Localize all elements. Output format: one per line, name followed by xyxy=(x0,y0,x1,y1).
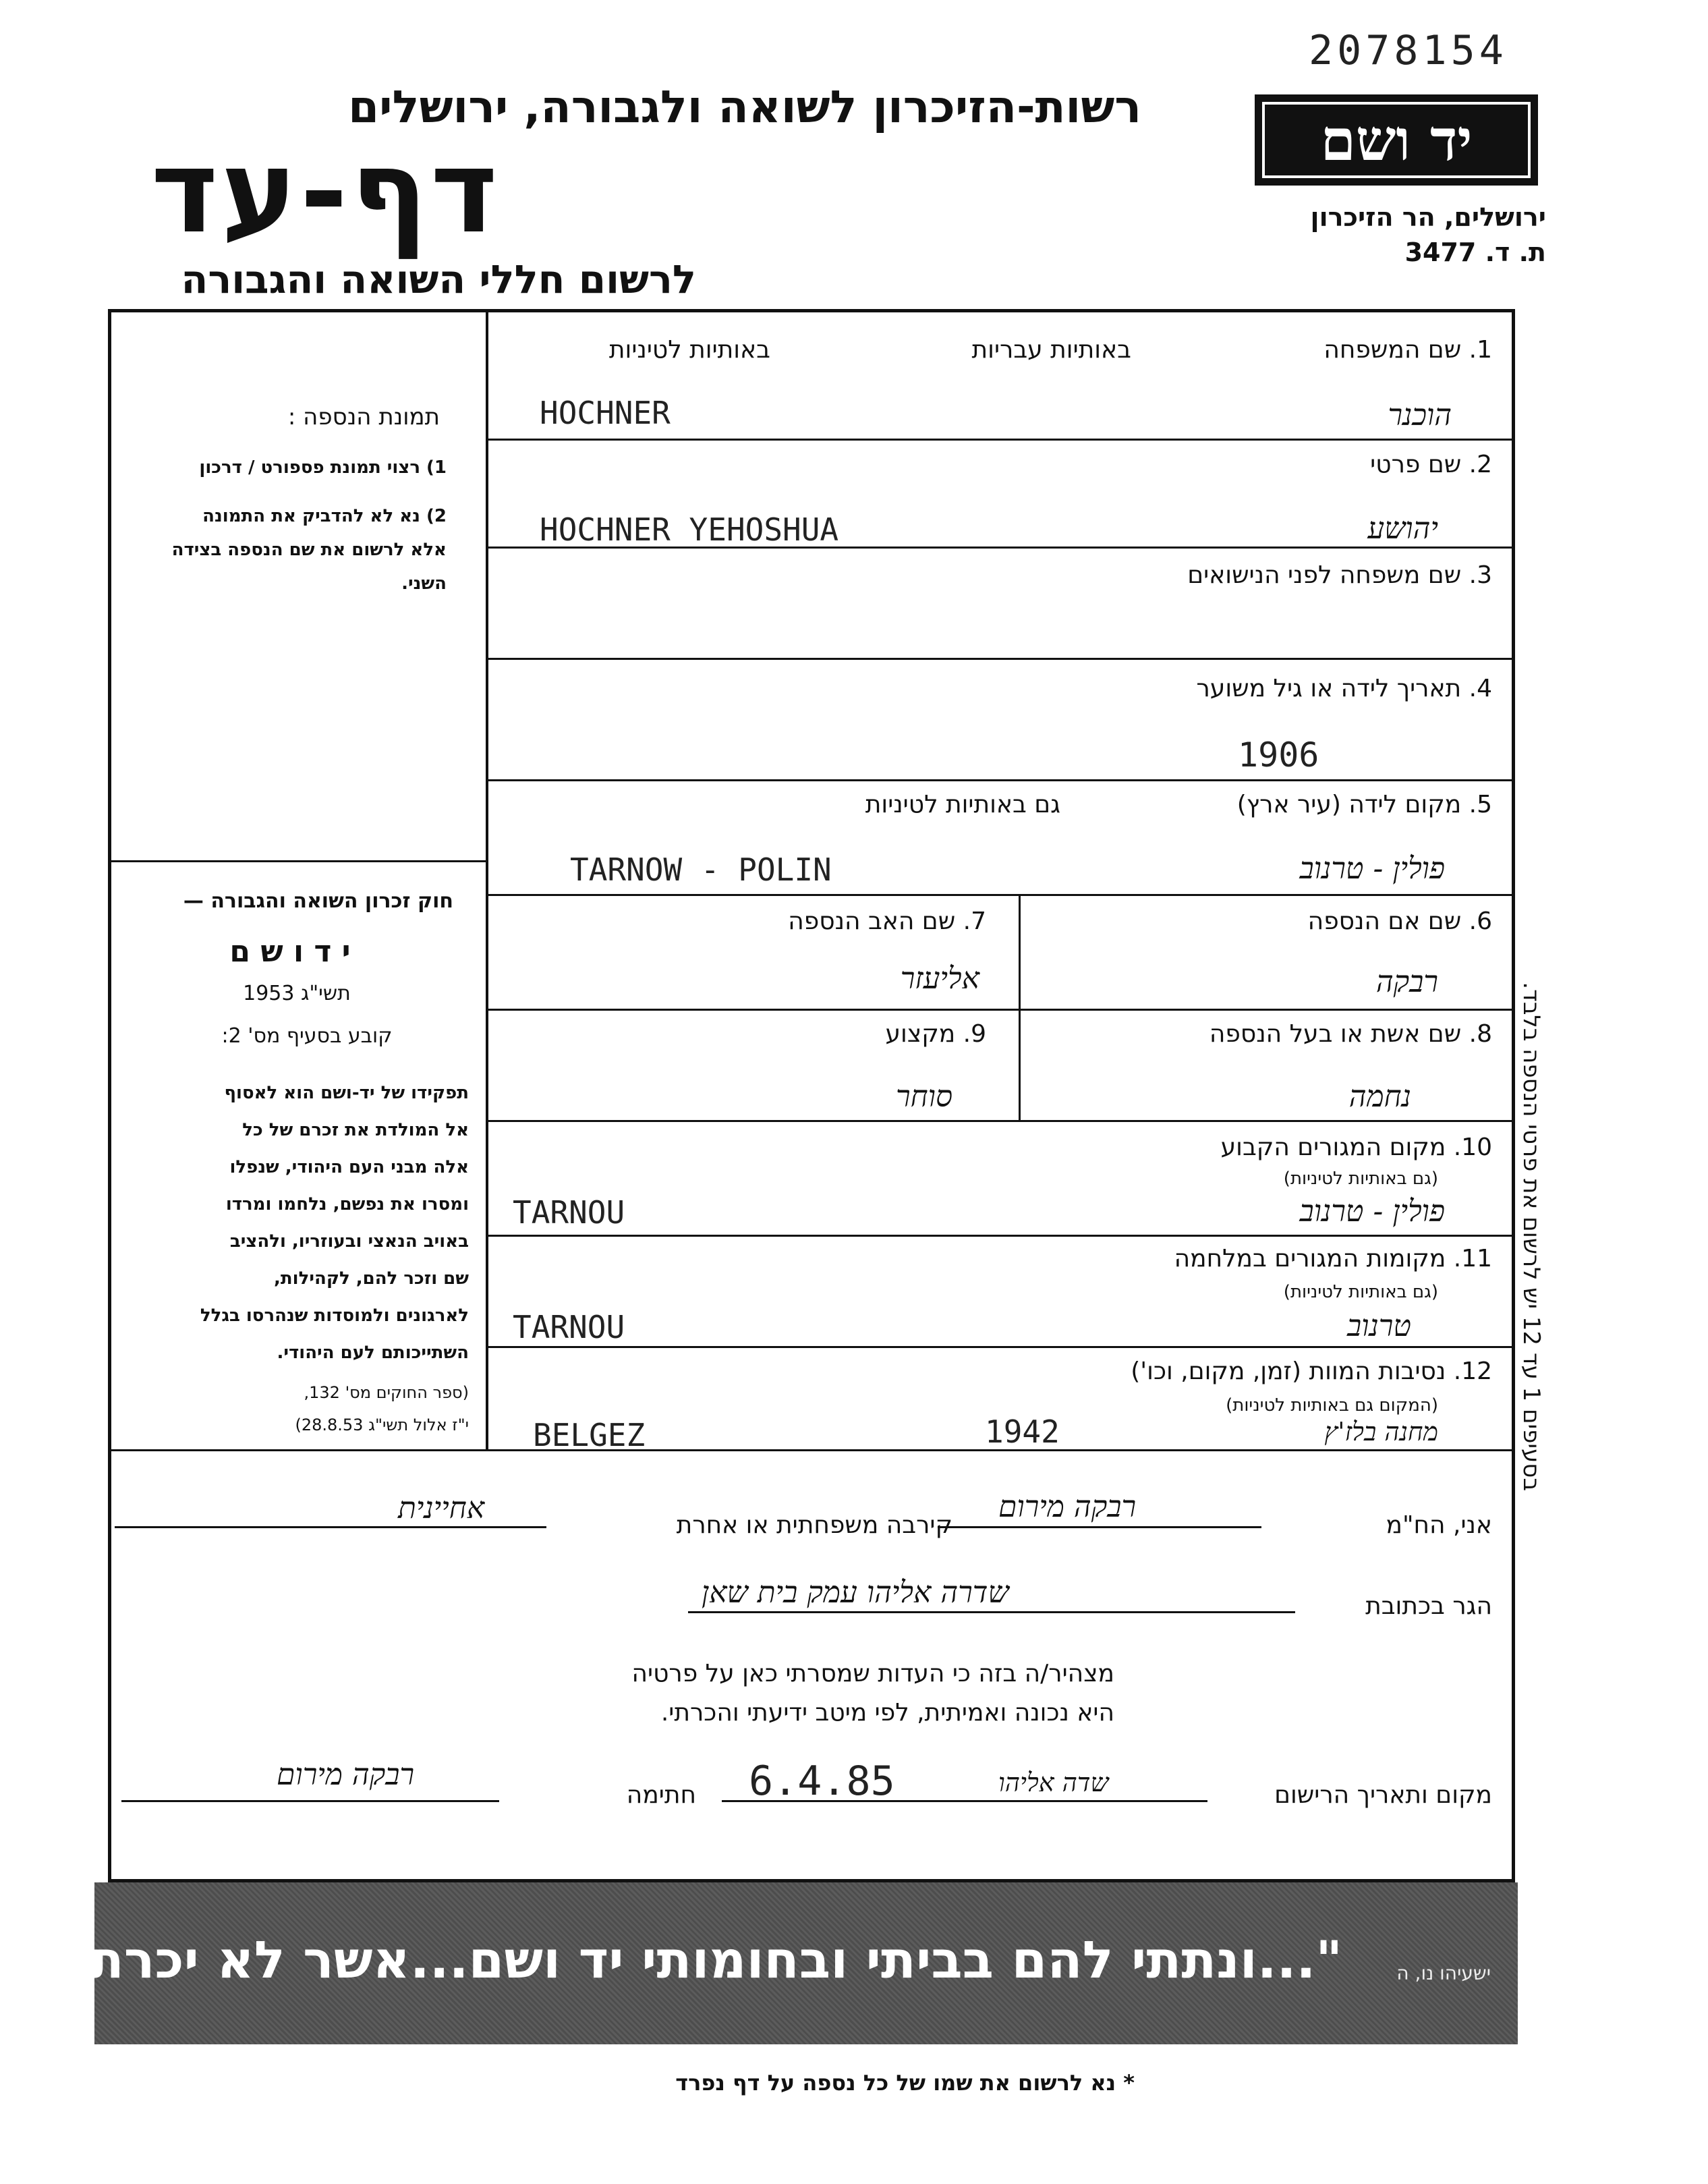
address-label: הגר בכתובת xyxy=(1365,1592,1492,1620)
banner-source: ישעיהו נו, ה xyxy=(1396,1962,1491,1984)
side-note: בסעיפים 1 עד 12 יש לרשום את פרטי הנספה בלבד. xyxy=(1518,982,1545,1491)
law-text-5: באויב הנאצי ובעוזריו, ולהציב xyxy=(229,1231,469,1252)
field-4-value: 1906 xyxy=(1238,735,1319,775)
address-line-1: ירושלים, הר הזיכרון xyxy=(1310,202,1546,232)
field-8-label: 8. שם אשת או בעל הנספה xyxy=(1209,1020,1492,1048)
field-9-label: 9. מקצוע xyxy=(885,1020,986,1048)
field-4-label: 4. תאריך לידה או גיל משוער xyxy=(1196,675,1492,702)
photo-note-2a: 2) נא לא להדביק את התמונה xyxy=(202,506,447,526)
field-11-hebrew-value: טרנוב xyxy=(1347,1309,1411,1343)
field-10-latin-value: TARNOU xyxy=(513,1194,625,1231)
quote-banner xyxy=(62,1882,1518,2044)
footer-note: * נא לרשום את שמו של כל נספה על דף נפרד xyxy=(675,2070,1135,2096)
field-2-label: 2. שם פרטי xyxy=(1370,451,1492,478)
hebrew-letters-header: באותיות עבריות xyxy=(971,336,1131,364)
panel-divider xyxy=(486,309,488,1451)
left-panel-divider xyxy=(108,860,487,862)
law-clause: קובע בסעיף מס' 2: xyxy=(221,1024,393,1048)
law-text-7: לארגונים ולמוסדות שנהרסו בגלל xyxy=(200,1306,469,1326)
photo-note-2b: אלא לרשום את שם הנספה בצידה xyxy=(171,540,447,560)
law-title: חוק זכרון השואה והגבורה — xyxy=(183,889,453,913)
declaration-text-2: היא נכונה ואמיתית, לפי מיטב ידיעתי והכרתי. xyxy=(660,1699,1114,1727)
law-text-8: השתייכותם לעם היהודי. xyxy=(277,1343,469,1363)
field-5-latin-value: TARNOW - POLIN xyxy=(570,851,832,888)
document-number: 2078154 xyxy=(1309,27,1508,74)
field-1-hebrew-value: הוכנר xyxy=(1388,398,1452,432)
law-year: תשי"ג 1953 xyxy=(243,982,351,1005)
po-box: ת. ד. 3477 xyxy=(1404,237,1546,267)
registration-date: 6.4.85 xyxy=(749,1758,895,1805)
field-1-latin-value: HOCHNER xyxy=(540,395,671,431)
photo-title: תמונת הנספה : xyxy=(287,403,440,430)
declaration-text-1: מצהיר/ה בזה כי העדות שמסרתי כאן על פרטיה xyxy=(631,1660,1114,1687)
field-1-label: 1. שם המשפחה xyxy=(1323,336,1492,364)
place-date-label: מקום ותאריך הרישום xyxy=(1274,1781,1492,1809)
field-6-label: 6. שם אם הנספה xyxy=(1307,907,1492,935)
form-subtitle: לרשום חללי השואה והגבורה xyxy=(181,256,696,302)
field-12-year: 1942 xyxy=(985,1413,1060,1450)
relation-value: אחיינית xyxy=(398,1491,485,1525)
law-reference-1: (ספר החוקים מס' 132, xyxy=(304,1383,469,1402)
registration-place: שדה אליהו xyxy=(998,1768,1109,1797)
law-text-2: אל המולדת את זכרם של כל xyxy=(242,1120,469,1140)
authority-name: רשות-הזיכרון לשואה ולגבורה, ירושלים xyxy=(348,81,1141,133)
field-10-label: 10. מקום המגורים הקבוע xyxy=(1220,1133,1492,1161)
field-11-label: 11. מקומות המגורים במלחמה xyxy=(1174,1245,1492,1272)
law-text-6: שם וזכר להם, לקהילות, xyxy=(274,1268,469,1289)
field-7-label: 7. שם האב הנספה xyxy=(788,907,986,935)
field-8-value: נחמה xyxy=(1348,1080,1411,1114)
yad-vashem-logo xyxy=(1255,94,1538,186)
photo-note-2c: השני. xyxy=(401,573,447,594)
field-12-hebrew-value: מחנה בלז'ץ xyxy=(1324,1417,1438,1447)
field-2-latin-value: HOCHNER YEHOSHUA xyxy=(540,511,839,548)
field-6-value: רבקה xyxy=(1375,965,1438,999)
law-text-3: אלה מבני העם היהודי, שנפלו xyxy=(229,1157,469,1177)
field-10-sub: (גם באותיות לטיניות) xyxy=(1283,1169,1438,1189)
declaration-ani: אני, הח"מ xyxy=(1386,1511,1492,1539)
law-text-4: ומסרו את נפשם, נלחמו ומרדו xyxy=(225,1194,469,1214)
banner-quote: "...ונתתי להם בביתי ובחומותי יד ושם...אשר לא יכרת" xyxy=(62,1930,1342,1990)
form-title: דף-עד xyxy=(150,125,501,259)
declarant-name: רבקה מירום xyxy=(998,1490,1137,1524)
law-text-1: תפקידו של יד-ושם הוא לאסוף xyxy=(224,1083,469,1103)
field-12-latin-value: BELGEZ xyxy=(533,1417,646,1453)
field-11-latin-value: TARNOU xyxy=(513,1309,625,1345)
signature-label: חתימה xyxy=(626,1781,696,1809)
field-5-label: 5. מקום לידה (עיר ארץ) xyxy=(1236,791,1492,818)
field-9-value: סוחר xyxy=(896,1080,952,1114)
field-5-latin-label: גם באותיות לטיניות xyxy=(865,791,1060,818)
address-value: שדרה אליהו עמק בית שאן xyxy=(702,1575,1009,1610)
field-12-label: 12. נסיבות המוות (זמן, מקום, וכו') xyxy=(1131,1357,1492,1385)
latin-letters-header: באותיות לטיניות xyxy=(608,336,770,364)
field-2-hebrew-value: יהושע xyxy=(1367,511,1438,546)
logo-text: יד ושם xyxy=(1320,106,1473,173)
law-reference-2: י"ז אלול תשי"ג 28.8.53) xyxy=(295,1416,469,1434)
field-12-sub: (המקום גם באותיות לטיניות) xyxy=(1226,1395,1438,1416)
law-name: י ד ו ש ם xyxy=(229,934,351,969)
relation-label: קירבה משפחתית או אחרת xyxy=(676,1511,952,1539)
field-7-value: אליעזר xyxy=(900,961,979,996)
signature: רבקה מירום xyxy=(277,1758,415,1792)
photo-note-1: 1) רצוי תמונת פספורט / דרכון xyxy=(199,457,447,478)
field-11-sub: (גם באותיות לטיניות) xyxy=(1283,1282,1438,1302)
field-5-hebrew-value: פולין - טרנוב xyxy=(1299,851,1445,886)
field-10-hebrew-value: פולין - טרנוב xyxy=(1299,1194,1445,1229)
field-3-label: 3. שם משפחה לפני הנישואים xyxy=(1187,561,1492,589)
